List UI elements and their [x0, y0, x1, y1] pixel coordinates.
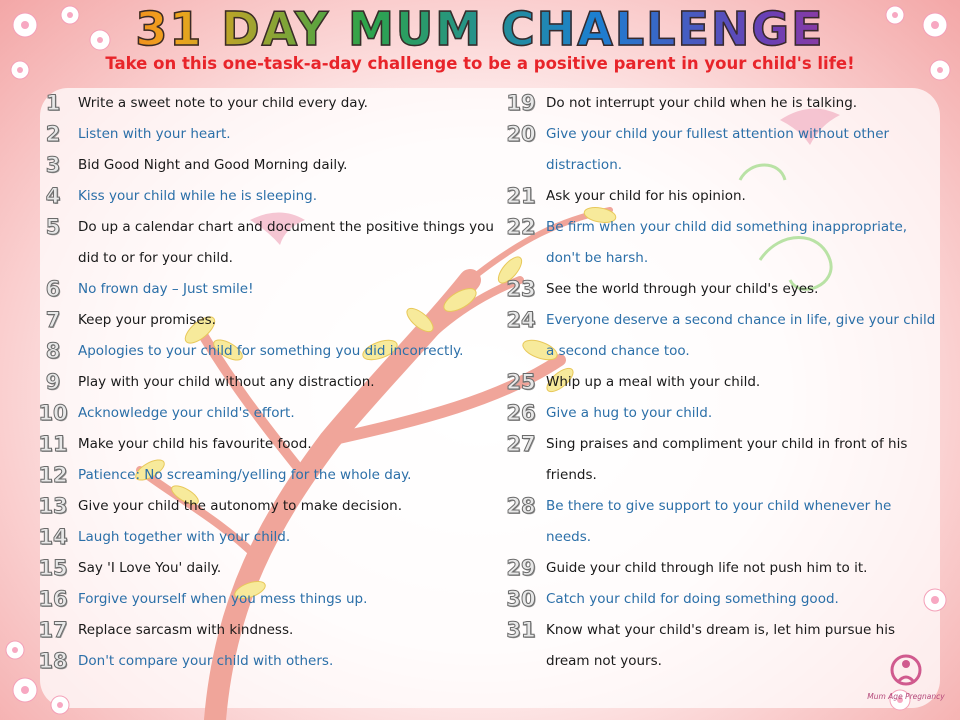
challenge-number: 28 [506, 494, 536, 518]
challenge-item [496, 181, 936, 212]
challenge-number: 1 [45, 91, 61, 115]
challenge-text: Bid Good Night and Good Morning daily. [78, 157, 348, 173]
challenge-number: 31 [506, 618, 536, 642]
challenge-number: 4 [45, 184, 61, 208]
challenge-number: 20 [506, 122, 536, 146]
challenge-item [28, 398, 498, 429]
challenge-text: Patience: No screaming/yelling for the whole day. [78, 467, 412, 483]
challenge-number: 15 [38, 556, 68, 580]
challenge-number: 22 [506, 215, 536, 239]
challenge-text: Sing praises and compliment your child in front of his friends. [546, 436, 908, 483]
challenge-item [28, 119, 498, 150]
challenge-item [28, 460, 498, 491]
challenge-number: 18 [38, 649, 68, 673]
challenge-text: Kiss your child while he is sleeping. [78, 188, 318, 204]
challenge-item [496, 367, 936, 398]
challenge-text: Keep your promises. [78, 312, 216, 328]
challenge-item [496, 398, 936, 429]
challenge-item [28, 429, 498, 460]
page-title: 31 DAY MUM CHALLENGE [0, 2, 960, 56]
challenge-number: 3 [45, 153, 61, 177]
challenge-text: Apologies to your child for something you did incorrectly. [78, 343, 464, 359]
challenge-text: Whip up a meal with your child. [546, 374, 761, 390]
challenge-item [28, 181, 498, 212]
challenge-number: 5 [45, 215, 61, 239]
challenge-text: Everyone deserve a second chance in life, give your child a second chance too. [546, 312, 936, 359]
challenge-item [496, 88, 936, 119]
challenge-item [28, 646, 498, 677]
right-challenge-list [496, 88, 936, 677]
challenge-text: Play with your child without any distraction. [78, 374, 375, 390]
challenge-item [496, 429, 936, 491]
challenge-item [28, 212, 498, 274]
challenge-text: Give your child your fullest attention without other distraction. [546, 126, 890, 173]
challenge-text: Do up a calendar chart and document the positive things you did to or for your child. [78, 219, 494, 266]
challenge-text: Guide your child through life not push him to it. [546, 560, 868, 576]
challenge-item [496, 553, 936, 584]
challenge-text: Do not interrupt your child when he is talking. [546, 95, 858, 111]
mother-child-logo-icon [876, 652, 936, 692]
challenge-number: 24 [506, 308, 536, 332]
challenge-number: 23 [506, 277, 536, 301]
page-subtitle: Take on this one-task-a-day challenge to be a positive parent in your child's life! [105, 54, 855, 73]
challenge-item [496, 274, 936, 305]
challenge-number: 19 [506, 91, 536, 115]
challenge-text: Listen with your heart. [78, 126, 231, 142]
challenge-item [28, 367, 498, 398]
challenge-text: Give a hug to your child. [546, 405, 713, 421]
challenge-text: Don't compare your child with others. [78, 653, 334, 669]
challenge-item [28, 553, 498, 584]
challenge-item [28, 150, 498, 181]
challenge-item [496, 305, 936, 367]
challenge-item [496, 119, 936, 181]
challenge-number: 26 [506, 401, 536, 425]
challenge-item [28, 336, 498, 367]
logo-text: Mum Age Pregnancy [867, 692, 945, 701]
challenge-text: Ask your child for his opinion. [546, 188, 746, 204]
challenge-text: Be there to give support to your child whenever he needs. [546, 498, 892, 545]
challenge-number: 11 [38, 432, 68, 456]
challenge-text: Make your child his favourite food. [78, 436, 312, 452]
challenge-text: Write a sweet note to your child every day. [78, 95, 368, 111]
challenge-number: 7 [45, 308, 61, 332]
challenge-item [28, 615, 498, 646]
challenge-text: Be firm when your child did something inappropriate, don't be harsh. [546, 219, 908, 266]
challenge-number: 13 [38, 494, 68, 518]
challenge-text: No frown day – Just smile! [78, 281, 254, 297]
challenge-number: 16 [38, 587, 68, 611]
challenge-text: Say 'I Love You' daily. [78, 560, 222, 576]
challenge-number: 12 [38, 463, 68, 487]
challenge-text: Acknowledge your child's effort. [78, 405, 295, 421]
challenge-item [28, 584, 498, 615]
challenge-number: 17 [38, 618, 68, 642]
challenge-number: 2 [45, 122, 61, 146]
challenge-item [496, 584, 936, 615]
brand-logo [866, 652, 946, 712]
challenge-item [28, 274, 498, 305]
challenge-item [28, 522, 498, 553]
challenge-item [496, 491, 936, 553]
challenge-item [28, 88, 498, 119]
challenge-number: 25 [506, 370, 536, 394]
challenge-number: 8 [45, 339, 61, 363]
challenge-number: 6 [45, 277, 61, 301]
challenge-text: Laugh together with your child. [78, 529, 291, 545]
challenge-text: See the world through your child's eyes. [546, 281, 819, 297]
challenge-text: Catch your child for doing something good. [546, 591, 839, 607]
challenge-number: 14 [38, 525, 68, 549]
challenge-number: 9 [45, 370, 61, 394]
challenge-number: 10 [38, 401, 68, 425]
challenge-number: 27 [506, 432, 536, 456]
challenge-item [496, 212, 936, 274]
challenge-item [28, 305, 498, 336]
left-challenge-list [28, 88, 498, 677]
challenge-text: Give your child the autonomy to make decision. [78, 498, 402, 514]
challenge-text: Know what your child's dream is, let him pursue his dream not yours. [546, 622, 895, 669]
challenge-item [28, 491, 498, 522]
challenge-number: 29 [506, 556, 536, 580]
challenge-number: 21 [506, 184, 536, 208]
challenge-text: Replace sarcasm with kindness. [78, 622, 294, 638]
challenge-text: Forgive yourself when you mess things up. [78, 591, 368, 607]
challenge-number: 30 [506, 587, 536, 611]
